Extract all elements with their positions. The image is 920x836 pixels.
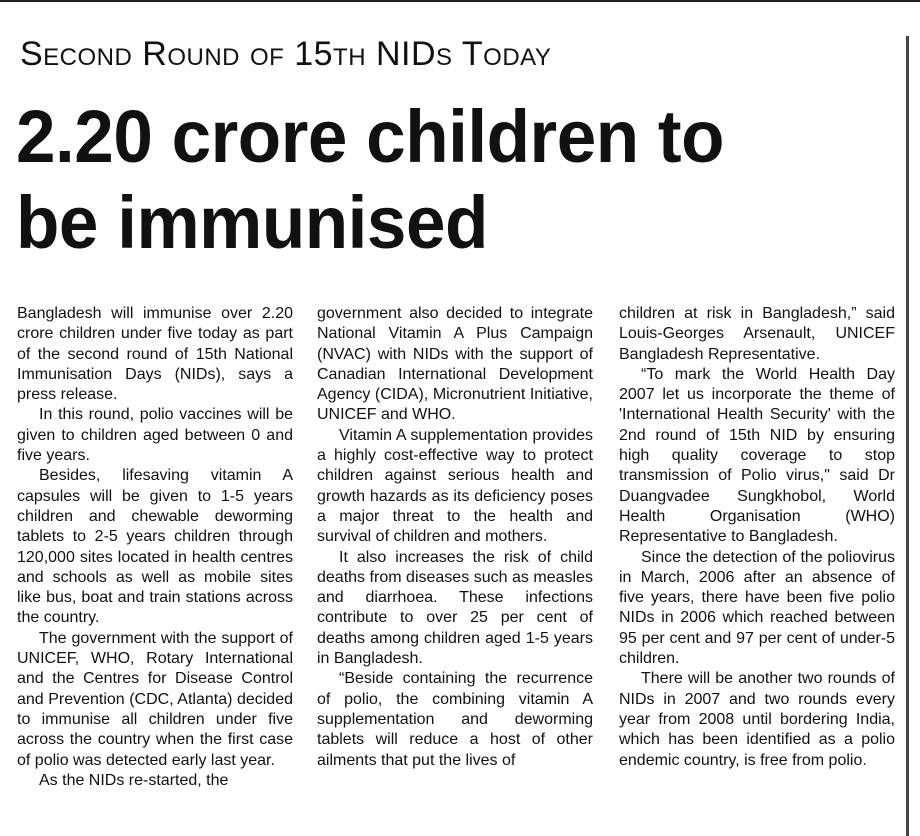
article-column-1 bbox=[17, 304, 293, 791]
paragraph: There will be another two rounds of NIDs in 2007 and two rounds every year from 2008 until bordering India, which has been identified as a polio endemic country, is free from polio. bbox=[619, 670, 895, 769]
paragraph: Bangladesh will immunise over 2.20 crore children under five today as part of the second round of 15th National Immunisation Days (NIDs), says a press release. bbox=[17, 305, 293, 404]
paragraph: The government with the support of UNICEF, WHO, Rotary International and the Centres for Disease Control and Prevention (CDC, Atlanta) decided to immunise all children under five across the country when the first case of polio was detected early last year. bbox=[17, 629, 293, 769]
article-headline bbox=[16, 94, 861, 266]
paragraph: government also decided to integrate National Vitamin A Plus Campaign (NVAC) with NIDs with the support of Canadian International Development Agency (CIDA), Micronutrient Initiative, UNICEF and WHO. bbox=[317, 305, 593, 424]
paragraph: As the NIDs re-started, the bbox=[39, 771, 229, 789]
paragraph: “Beside containing the recurrence of polio, the combining vitamin A supplementation and deworming tablets will reduce a host of other ailments that put the lives of bbox=[317, 670, 593, 769]
headline-line-1: 2.20 crore children to bbox=[16, 95, 724, 178]
article-kicker: Second Round of 15th NIDs Today bbox=[20, 35, 552, 73]
top-border-rule bbox=[0, 0, 920, 2]
paragraph: Since the detection of the poliovirus in March, 2006 after an absence of five years, there have been five polio NIDs in 2006 which reached between 95 per cent and 97 per cent of under-5 children. bbox=[619, 548, 895, 668]
paragraph: children at risk in Bangladesh,” said Louis-Georges Arsenault, UNICEF Bangladesh Representative. bbox=[619, 305, 895, 363]
paragraph: Vitamin A supplementation provides a highly cost-effective way to protect children against serious health and growth hazards as its deficiency poses a major threat to the health and survival of children and mothers. bbox=[317, 426, 593, 546]
paragraph: “To mark the World Health Day 2007 let us incorporate the theme of 'International Health Security' with the 2nd round of 15th NID by ensuring high quality coverage to stop transmission of Polio virus," said Dr Duangvadee Sungkhobol, World Health Organisation (WHO) Representative to Bangladesh. bbox=[619, 365, 895, 546]
article-column-2 bbox=[317, 304, 593, 771]
page-edge-rule bbox=[906, 36, 909, 836]
article-column-3 bbox=[619, 304, 895, 771]
paragraph: It also increases the risk of child deaths from diseases such as measles and diarrhoea. These infections contribute to over 25 per cent of deaths among children aged 1-5 years in Bangladesh. bbox=[317, 548, 593, 668]
paragraph: Besides, lifesaving vitamin A capsules will be given to 1-5 years children and chewable deworming tablets to 2-5 years children through 120,000 sites located in health centres and schools as well as mobile sites like bus, boat and train stations across the country. bbox=[17, 467, 293, 627]
paragraph: In this round, polio vaccines will be given to children aged between 0 and five years. bbox=[17, 406, 293, 465]
headline-line-2: be immunised bbox=[16, 181, 488, 264]
